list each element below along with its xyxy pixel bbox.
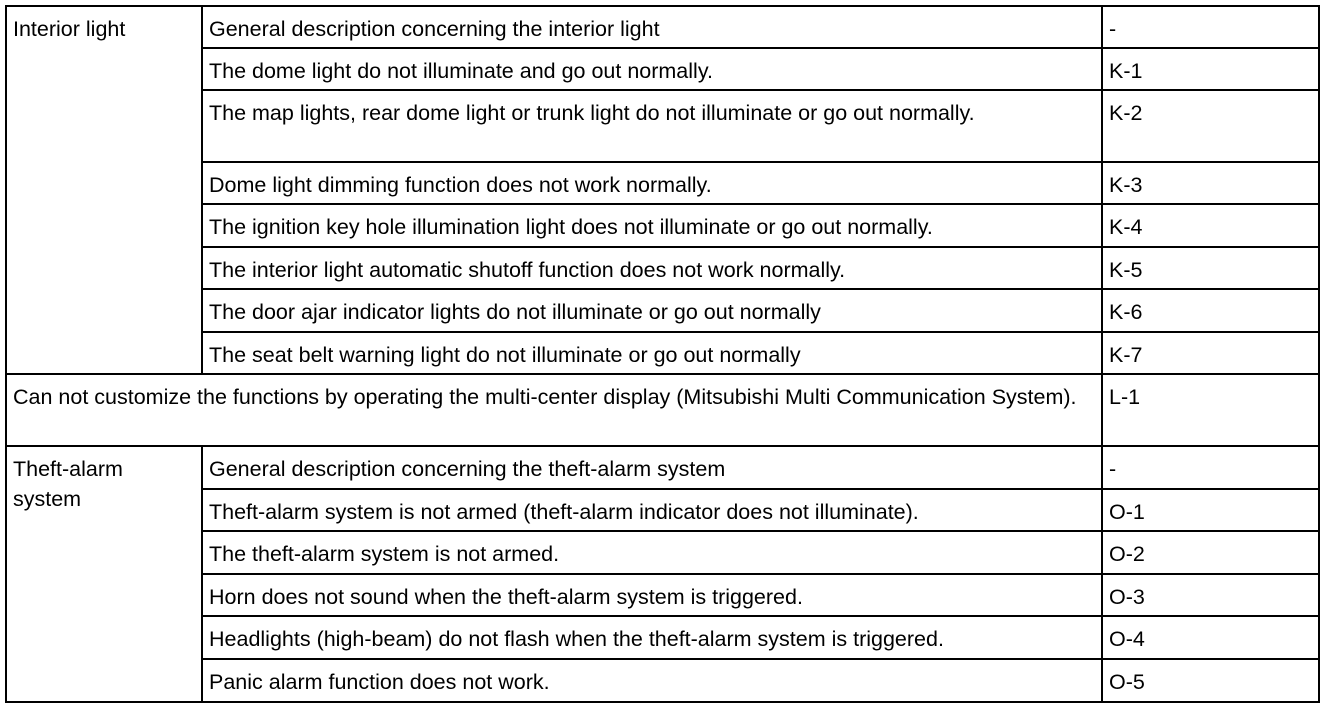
- table-row: [6, 616, 1319, 659]
- symptom-cell: Panic alarm function does not work.: [202, 659, 1102, 702]
- table-row: [6, 289, 1319, 332]
- symptom-cell: The theft-alarm system is not armed.: [202, 531, 1102, 574]
- symptom-cell: The ignition key hole illumination light does not illuminate or go out normally.: [202, 204, 1102, 247]
- symptom-cell: The dome light do not illuminate and go out normally.: [202, 48, 1102, 90]
- symptom-cell: The door ajar indicator lights do not illuminate or go out normally: [202, 289, 1102, 332]
- code-cell: -: [1102, 6, 1319, 48]
- code-cell: O-3: [1102, 574, 1319, 616]
- table-row: [6, 374, 1319, 446]
- code-cell: O-1: [1102, 489, 1319, 531]
- code-cell: K-6: [1102, 289, 1319, 332]
- table-row: [6, 489, 1319, 531]
- code-cell: K-4: [1102, 204, 1319, 247]
- table-row: [6, 531, 1319, 574]
- code-cell: L-1: [1102, 374, 1319, 446]
- symptom-cell-wide: Can not customize the functions by operating the multi-center display (Mitsubishi Multi Communication System).: [6, 374, 1102, 446]
- table-row: [6, 48, 1319, 90]
- code-cell: O-2: [1102, 531, 1319, 574]
- system-cell-interior-light: Interior light: [6, 6, 202, 374]
- code-cell: K-7: [1102, 332, 1319, 374]
- table-row: [6, 204, 1319, 247]
- system-cell-theft-alarm: Theft-alarm system: [6, 446, 202, 702]
- code-cell: K-2: [1102, 90, 1319, 162]
- table-row: [6, 659, 1319, 702]
- table-row: [6, 332, 1319, 374]
- table-row: [6, 247, 1319, 289]
- table-row: [6, 574, 1319, 616]
- symptom-cell: Dome light dimming function does not work normally.: [202, 162, 1102, 204]
- troubleshooting-table: [5, 5, 1320, 703]
- code-cell: K-1: [1102, 48, 1319, 90]
- symptom-cell: Horn does not sound when the theft-alarm system is triggered.: [202, 574, 1102, 616]
- symptom-cell: General description concerning the theft-alarm system: [202, 446, 1102, 489]
- table-row: [6, 446, 1319, 489]
- code-cell: K-3: [1102, 162, 1319, 204]
- code-cell: K-5: [1102, 247, 1319, 289]
- symptom-cell: Headlights (high-beam) do not flash when the theft-alarm system is triggered.: [202, 616, 1102, 659]
- code-cell: -: [1102, 446, 1319, 489]
- code-cell: O-4: [1102, 616, 1319, 659]
- code-cell: O-5: [1102, 659, 1319, 702]
- symptom-cell: Theft-alarm system is not armed (theft-alarm indicator does not illuminate).: [202, 489, 1102, 531]
- table-row: [6, 6, 1319, 48]
- table-row: [6, 162, 1319, 204]
- table-row: [6, 90, 1319, 162]
- symptom-cell: The map lights, rear dome light or trunk light do not illuminate or go out normally.: [202, 90, 1102, 162]
- symptom-cell: General description concerning the interior light: [202, 6, 1102, 48]
- symptom-cell: The seat belt warning light do not illuminate or go out normally: [202, 332, 1102, 374]
- symptom-cell: The interior light automatic shutoff function does not work normally.: [202, 247, 1102, 289]
